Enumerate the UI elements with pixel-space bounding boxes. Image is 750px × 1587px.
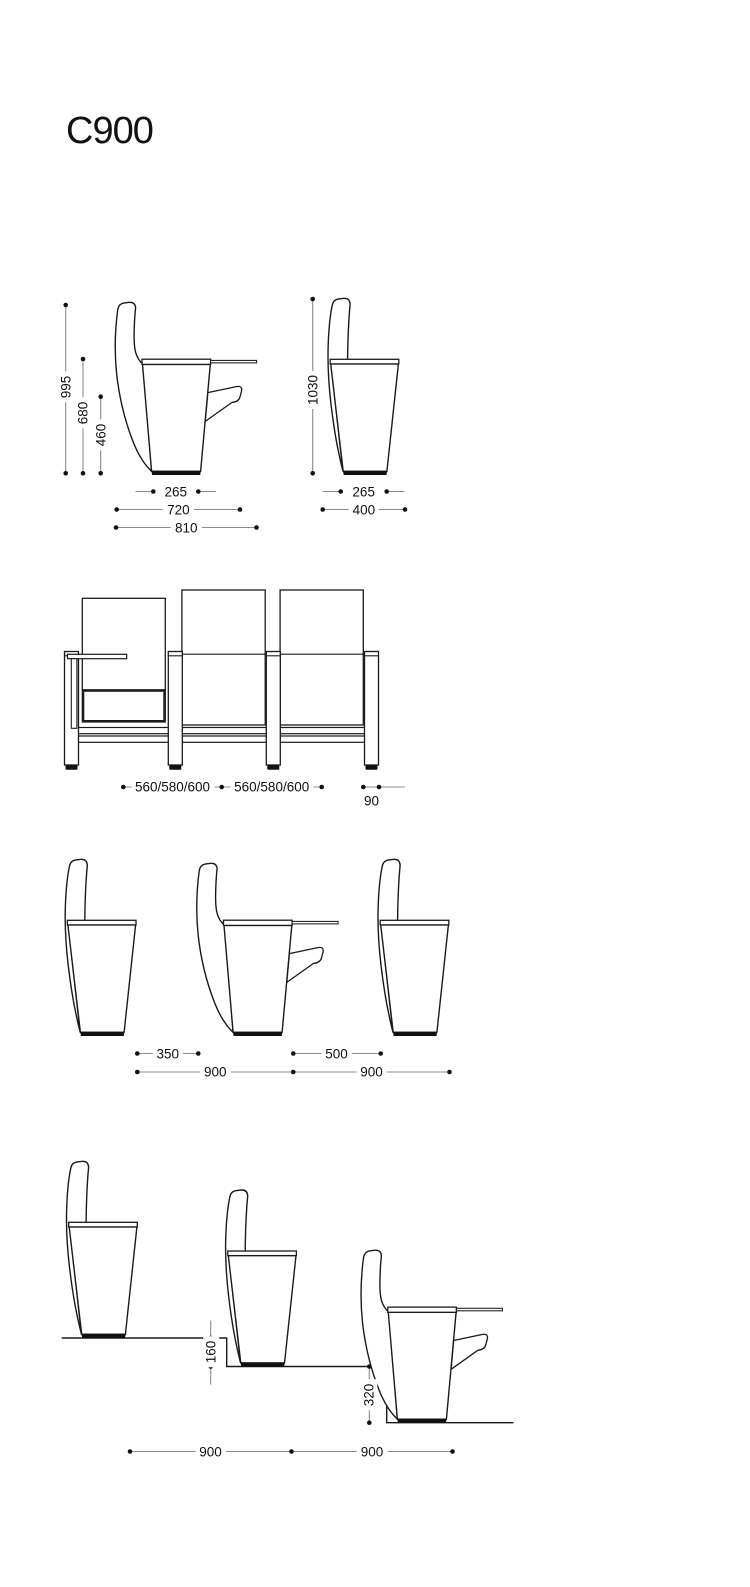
dim-label-clearance-closed: 350 <box>153 1046 184 1062</box>
dim-label-base-width-open: 265 <box>164 483 188 499</box>
dim-label-step-height-1: 160 <box>203 1337 219 1368</box>
dim-label-height-total-closed: 1030 <box>305 371 321 409</box>
dim-label-height-armrest: 460 <box>93 420 109 451</box>
view-front-row <box>65 590 406 789</box>
view-side-closed <box>310 297 407 512</box>
dim-label-height-total-open: 995 <box>58 371 74 402</box>
dim-label-clearance-open: 500 <box>321 1046 352 1062</box>
dim-label-row-pitch-left: 900 <box>200 1064 231 1080</box>
dim-label-depth-total: 810 <box>171 520 202 536</box>
view-steps <box>62 1161 514 1454</box>
dim-label-depth-body: 720 <box>163 502 194 518</box>
dim-label-step-height-2: 320 <box>362 1379 378 1410</box>
dim-label-step-pitch-left: 900 <box>195 1444 226 1460</box>
dim-label-step-pitch-right: 900 <box>357 1444 388 1460</box>
view-row-spacing <box>65 859 452 1074</box>
dim-label-height-tablet: 680 <box>75 398 91 429</box>
dim-label-leg-width: 90 <box>363 792 380 808</box>
dim-label-seat-centres-left: 560/580/600 <box>131 779 214 795</box>
dim-label-row-pitch-right: 900 <box>356 1064 387 1080</box>
dim-label-seat-centres-right: 560/580/600 <box>230 779 313 795</box>
dim-label-base-width-closed: 265 <box>352 483 375 499</box>
page-title: C900 <box>66 110 153 152</box>
dim-label-depth-closed: 400 <box>349 502 380 518</box>
